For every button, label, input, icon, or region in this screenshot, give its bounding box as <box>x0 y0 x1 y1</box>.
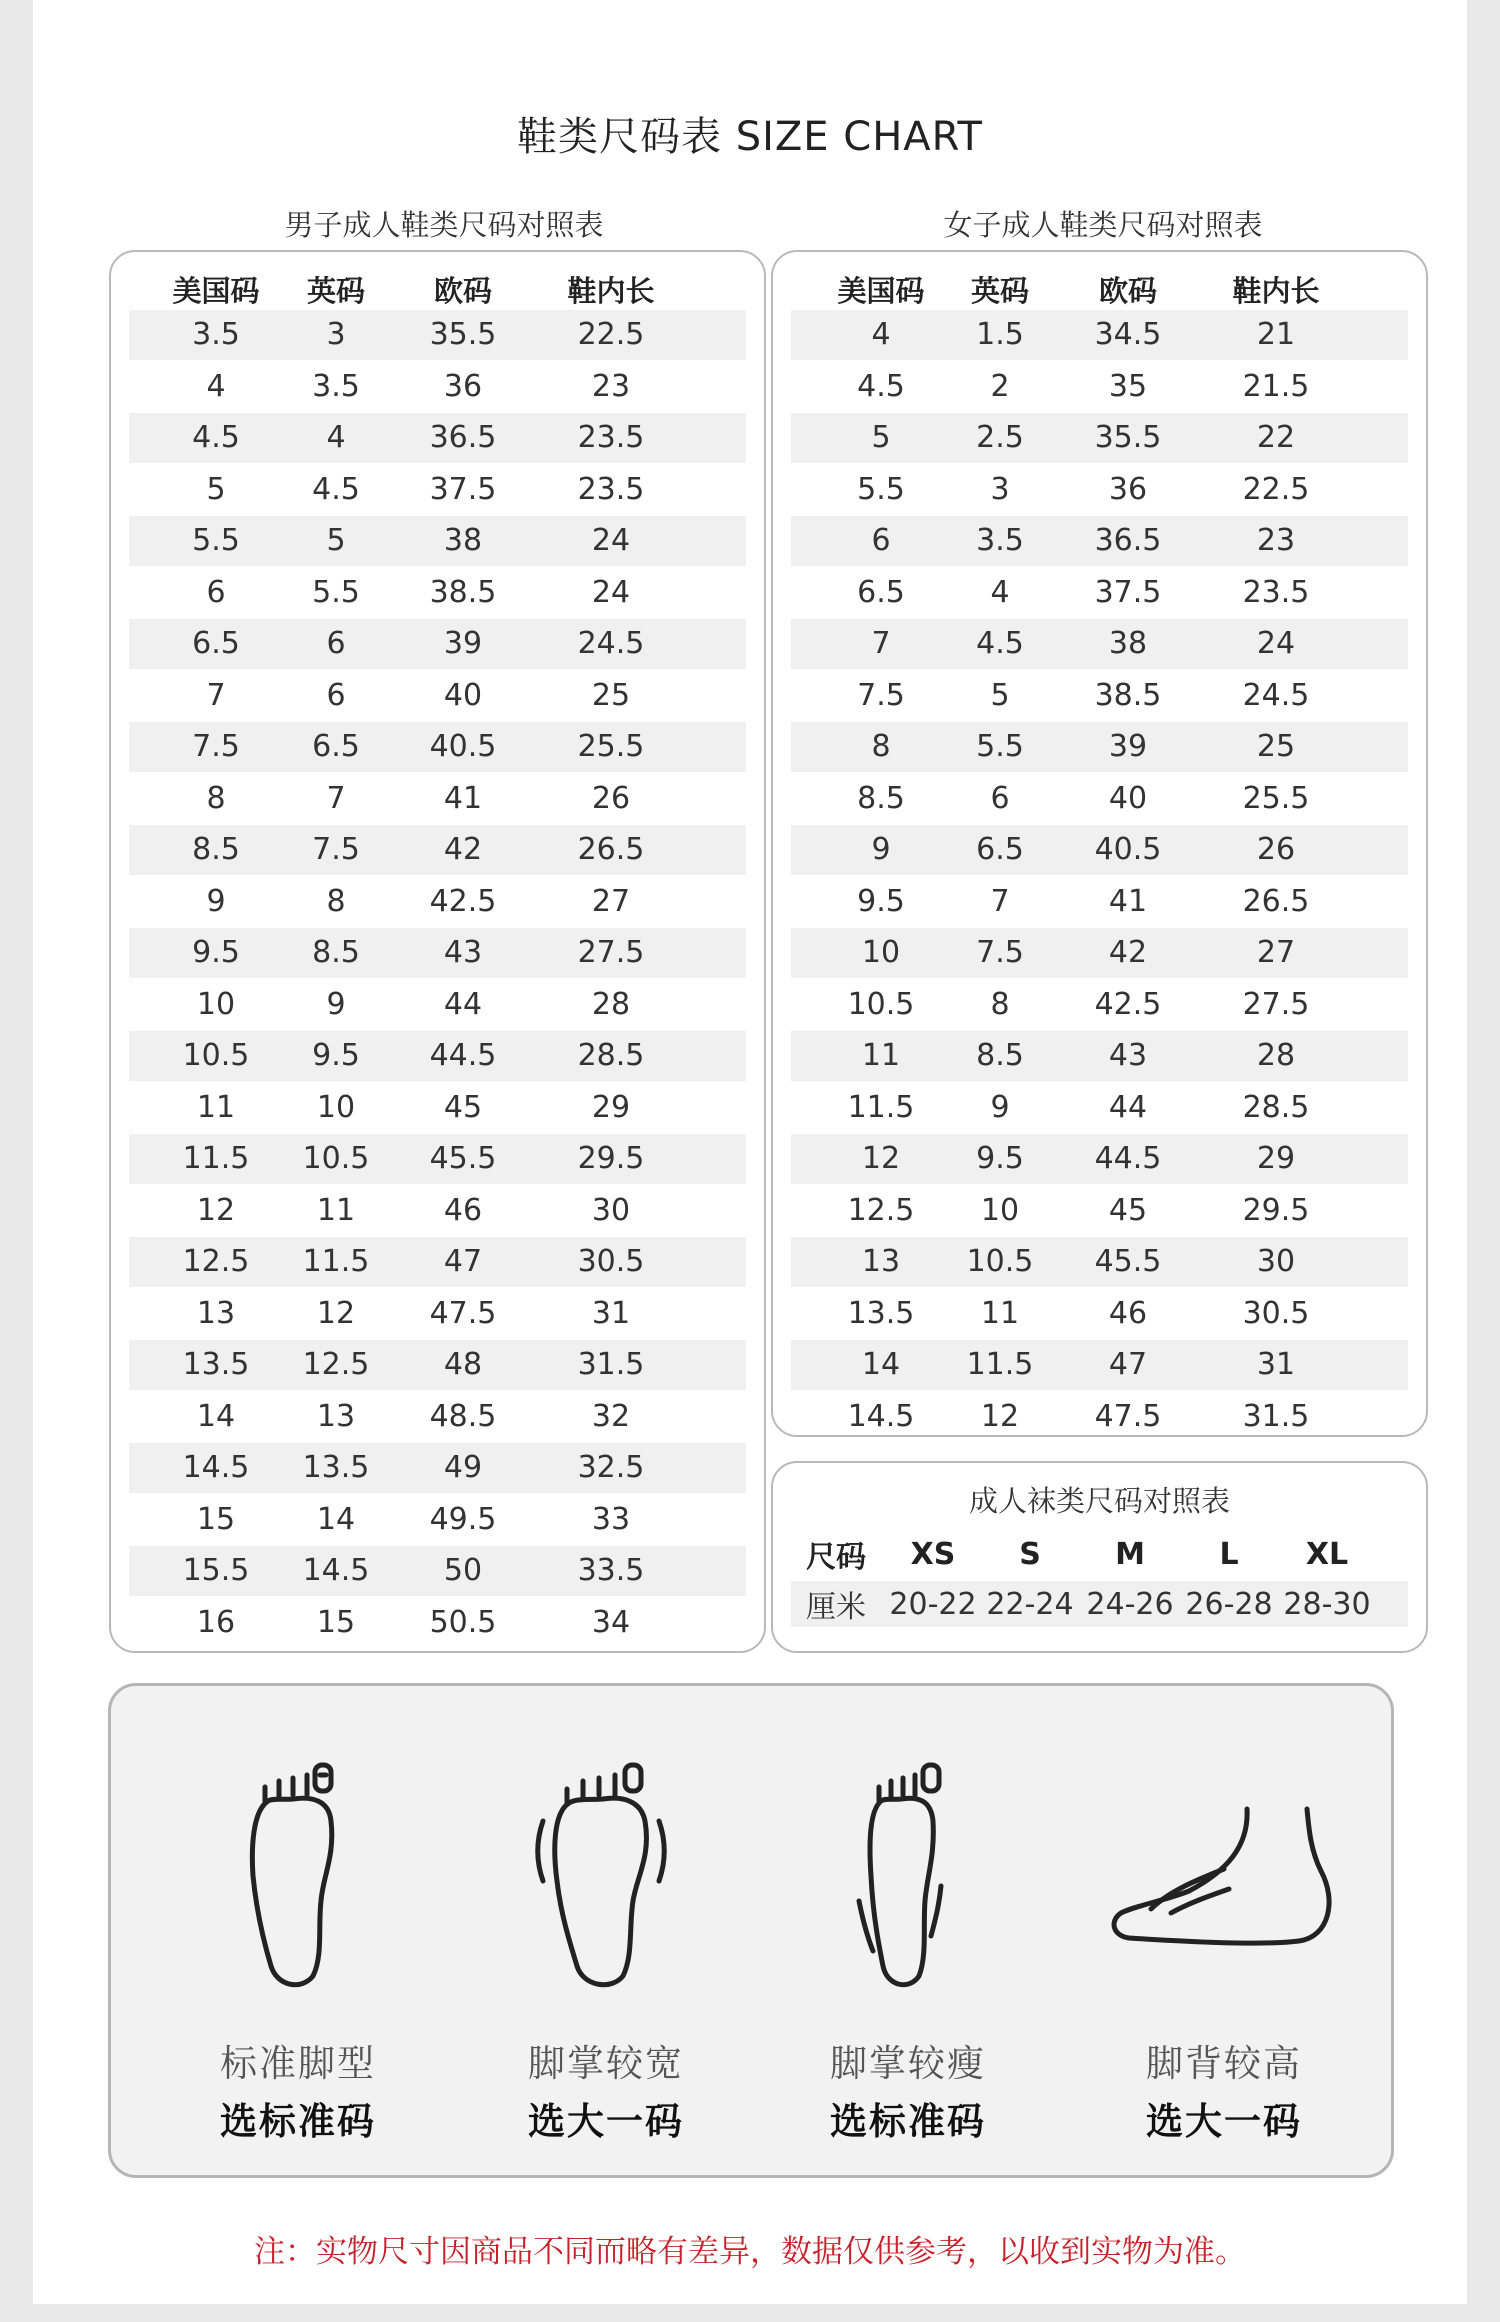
table-cell: 32.5 <box>577 1450 645 1486</box>
table-cell: 5.5 <box>312 574 360 610</box>
table-cell: 22 <box>1256 420 1296 456</box>
table-cell: 8 <box>206 780 226 816</box>
table-row <box>773 928 1426 978</box>
table-row <box>773 310 1426 360</box>
men-table-title: 男子成人鞋类尺码对照表 <box>284 208 604 242</box>
table-row <box>773 1340 1426 1390</box>
table-row <box>111 1392 764 1442</box>
table-cell: 39 <box>443 626 483 662</box>
table-cell: 28.5 <box>577 1038 645 1074</box>
table-cell: 4.5 <box>857 368 905 404</box>
socks-header-cell: 尺码 <box>806 1540 866 1575</box>
table-cell: 44.5 <box>1094 1141 1162 1177</box>
table-cell: 13.5 <box>182 1347 250 1383</box>
foot-guide-high-instep-advice: 选大一码 <box>1146 2100 1302 2143</box>
socks-table-title: 成人袜类尺码对照表 <box>968 1484 1230 1518</box>
table-cell: 26 <box>591 780 631 816</box>
table-cell: 44.5 <box>429 1038 497 1074</box>
men-table-header <box>111 264 764 316</box>
table-cell: 46 <box>443 1192 483 1228</box>
table-cell: 23 <box>1256 523 1296 559</box>
table-cell: 28-30 <box>1283 1586 1371 1622</box>
table-cell: 26.5 <box>577 832 645 868</box>
table-cell: 25.5 <box>577 729 645 765</box>
table-row <box>111 1186 764 1236</box>
table-cell: 10 <box>980 1192 1020 1228</box>
table-cell: 7.5 <box>857 677 905 713</box>
table-cell: 6 <box>206 574 226 610</box>
table-cell: 3 <box>990 471 1010 507</box>
disclaimer-note: 注：实物尺寸因商品不同而略有差异，数据仅供参考，以收到实物为准。 <box>254 2234 1246 2270</box>
table-cell: 7.5 <box>976 935 1024 971</box>
table-cell: 49 <box>443 1450 483 1486</box>
table-cell: 23.5 <box>577 420 645 456</box>
table-cell: 11 <box>196 1089 236 1125</box>
table-cell: 6 <box>326 677 346 713</box>
men-header-cell: 鞋内长 <box>567 274 655 309</box>
table-cell: 14.5 <box>182 1450 250 1486</box>
table-cell: 8 <box>990 986 1010 1022</box>
table-row <box>111 1031 764 1081</box>
foot-guide-standard-advice: 选标准码 <box>220 2100 376 2143</box>
table-cell: 6.5 <box>192 626 240 662</box>
table-cell: 25 <box>1256 729 1296 765</box>
table-cell: 6 <box>326 626 346 662</box>
table-cell: 45.5 <box>429 1141 497 1177</box>
table-cell: 49.5 <box>429 1501 497 1537</box>
table-cell: 11.5 <box>182 1141 250 1177</box>
table-cell: 33.5 <box>577 1553 645 1589</box>
table-row <box>111 362 764 412</box>
table-cell: 24 <box>591 523 631 559</box>
size-chart-page <box>33 0 1467 2304</box>
table-cell: 10 <box>316 1089 356 1125</box>
table-cell: 6.5 <box>857 574 905 610</box>
table-cell: 7.5 <box>192 729 240 765</box>
table-row <box>111 1598 764 1648</box>
table-cell: 10.5 <box>182 1038 250 1074</box>
table-cell: 5 <box>871 420 891 456</box>
table-cell: 12.5 <box>847 1192 915 1228</box>
table-row <box>773 1237 1426 1287</box>
table-cell: 6 <box>990 780 1010 816</box>
foot-guide-wide-desc: 脚掌较宽 <box>528 2042 684 2085</box>
table-cell: 29.5 <box>1242 1192 1310 1228</box>
table-cell: 11.5 <box>966 1347 1034 1383</box>
table-cell: 14 <box>196 1398 236 1434</box>
table-cell: 24.5 <box>1242 677 1310 713</box>
narrow-foot-icon <box>783 1751 1033 2001</box>
table-cell: 27 <box>1256 935 1296 971</box>
table-cell: 6.5 <box>976 832 1024 868</box>
table-row <box>111 310 764 360</box>
table-row <box>773 1289 1426 1339</box>
table-cell: 29 <box>591 1089 631 1125</box>
table-cell: 23 <box>591 368 631 404</box>
women-header-cell: 英码 <box>970 274 1029 309</box>
table-cell: 7 <box>206 677 226 713</box>
table-cell: 7 <box>871 626 891 662</box>
foot-guide-narrow <box>783 1686 1033 2175</box>
table-cell: 7 <box>990 883 1010 919</box>
table-cell: 38 <box>1108 626 1148 662</box>
page-title: 鞋类尺码表 SIZE CHART <box>517 114 983 160</box>
table-cell: 32 <box>591 1398 631 1434</box>
table-cell: 40.5 <box>1094 832 1162 868</box>
table-cell: 4.5 <box>976 626 1024 662</box>
table-row <box>111 671 764 721</box>
high-instep-foot-icon <box>1099 1751 1349 2001</box>
women-table-title: 女子成人鞋类尺码对照表 <box>943 208 1263 242</box>
table-cell: 47.5 <box>1094 1398 1162 1434</box>
table-row <box>111 1443 764 1493</box>
table-cell: 48 <box>443 1347 483 1383</box>
table-cell: 35.5 <box>429 317 497 353</box>
table-cell: 8 <box>871 729 891 765</box>
table-cell: 14 <box>316 1501 356 1537</box>
men-size-table <box>109 250 766 1653</box>
table-cell: 11 <box>316 1192 356 1228</box>
table-cell: 42.5 <box>429 883 497 919</box>
table-row <box>111 465 764 515</box>
table-cell: 38.5 <box>429 574 497 610</box>
table-row <box>773 1581 1426 1627</box>
table-cell: 44 <box>443 986 483 1022</box>
table-cell: 48.5 <box>429 1398 497 1434</box>
table-cell: 13 <box>196 1295 236 1331</box>
table-cell: 27 <box>591 883 631 919</box>
table-row <box>111 568 764 618</box>
table-row <box>773 362 1426 412</box>
table-row <box>111 1134 764 1184</box>
table-cell: 9.5 <box>976 1141 1024 1177</box>
table-cell: 22.5 <box>1242 471 1310 507</box>
table-cell: 3.5 <box>976 523 1024 559</box>
table-cell: 13 <box>861 1244 901 1280</box>
table-cell: 厘米 <box>806 1590 866 1625</box>
foot-guide-high-instep-desc: 脚背较高 <box>1146 2042 1302 2085</box>
table-row <box>111 516 764 566</box>
foot-type-guide <box>108 1683 1394 2178</box>
table-cell: 1.5 <box>976 317 1024 353</box>
table-cell: 45 <box>1108 1192 1148 1228</box>
table-cell: 40 <box>1108 780 1148 816</box>
table-row <box>773 722 1426 772</box>
foot-guide-standard-desc: 标准脚型 <box>220 2042 376 2085</box>
table-cell: 10.5 <box>847 986 915 1022</box>
table-cell: 4.5 <box>312 471 360 507</box>
table-cell: 12.5 <box>302 1347 370 1383</box>
table-cell: 5.5 <box>192 523 240 559</box>
men-header-cell: 欧码 <box>433 274 492 309</box>
table-cell: 38.5 <box>1094 677 1162 713</box>
table-cell: 34.5 <box>1094 317 1162 353</box>
table-cell: 5 <box>326 523 346 559</box>
table-cell: 6.5 <box>312 729 360 765</box>
table-cell: 9.5 <box>857 883 905 919</box>
table-cell: 2 <box>990 368 1010 404</box>
table-cell: 36.5 <box>429 420 497 456</box>
table-row <box>111 980 764 1030</box>
table-row <box>111 1083 764 1133</box>
table-cell: 24.5 <box>577 626 645 662</box>
table-row <box>773 413 1426 463</box>
table-cell: 41 <box>1108 883 1148 919</box>
women-header-cell: 欧码 <box>1098 274 1157 309</box>
table-cell: 11 <box>861 1038 901 1074</box>
table-cell: 5 <box>990 677 1010 713</box>
socks-header-cell: M <box>1115 1536 1145 1572</box>
standard-foot-icon <box>173 1751 423 2001</box>
table-cell: 12.5 <box>182 1244 250 1280</box>
table-cell: 23.5 <box>577 471 645 507</box>
table-cell: 35 <box>1108 368 1148 404</box>
table-cell: 9 <box>990 1089 1010 1125</box>
table-cell: 27.5 <box>577 935 645 971</box>
table-cell: 31 <box>1256 1347 1296 1383</box>
table-cell: 5 <box>206 471 226 507</box>
table-cell: 45 <box>443 1089 483 1125</box>
socks-size-table <box>771 1461 1428 1653</box>
foot-guide-standard <box>173 1686 423 2175</box>
table-cell: 7 <box>326 780 346 816</box>
table-cell: 5.5 <box>857 471 905 507</box>
table-cell: 4.5 <box>192 420 240 456</box>
table-cell: 11 <box>980 1295 1020 1331</box>
table-cell: 33 <box>591 1501 631 1537</box>
table-cell: 31.5 <box>577 1347 645 1383</box>
table-row <box>111 1495 764 1545</box>
table-cell: 14 <box>861 1347 901 1383</box>
table-cell: 42.5 <box>1094 986 1162 1022</box>
table-cell: 26.5 <box>1242 883 1310 919</box>
table-row <box>773 568 1426 618</box>
table-row <box>773 980 1426 1030</box>
table-row <box>111 825 764 875</box>
women-header-cell: 美国码 <box>837 274 925 309</box>
table-cell: 8.5 <box>857 780 905 816</box>
table-cell: 44 <box>1108 1089 1148 1125</box>
table-cell: 36.5 <box>1094 523 1162 559</box>
socks-header-cell: XL <box>1305 1536 1349 1572</box>
table-cell: 8 <box>326 883 346 919</box>
table-cell: 29 <box>1256 1141 1296 1177</box>
table-row <box>111 928 764 978</box>
table-cell: 9.5 <box>312 1038 360 1074</box>
table-cell: 40 <box>443 677 483 713</box>
foot-guide-wide-advice: 选大一码 <box>528 2100 684 2143</box>
table-cell: 4 <box>326 420 346 456</box>
table-cell: 15 <box>316 1604 356 1640</box>
table-cell: 27.5 <box>1242 986 1310 1022</box>
table-cell: 20-22 <box>889 1586 977 1622</box>
table-cell: 30.5 <box>1242 1295 1310 1331</box>
table-cell: 6 <box>871 523 891 559</box>
table-cell: 47.5 <box>429 1295 497 1331</box>
table-row <box>773 1186 1426 1236</box>
table-cell: 4 <box>871 317 891 353</box>
table-row <box>111 722 764 772</box>
table-cell: 2.5 <box>976 420 1024 456</box>
table-cell: 25.5 <box>1242 780 1310 816</box>
table-cell: 47 <box>1108 1347 1148 1383</box>
table-cell: 9.5 <box>192 935 240 971</box>
table-cell: 12 <box>196 1192 236 1228</box>
foot-guide-wide <box>481 1686 731 2175</box>
socks-header-cell: S <box>1019 1536 1041 1572</box>
table-row <box>773 671 1426 721</box>
wide-foot-icon <box>481 1751 731 2001</box>
table-row <box>773 1134 1426 1184</box>
table-cell: 28.5 <box>1242 1089 1310 1125</box>
table-cell: 42 <box>1108 935 1148 971</box>
table-cell: 15 <box>196 1501 236 1537</box>
table-cell: 11.5 <box>847 1089 915 1125</box>
table-cell: 14.5 <box>847 1398 915 1434</box>
table-cell: 10 <box>196 986 236 1022</box>
table-cell: 3 <box>326 317 346 353</box>
table-row <box>111 1237 764 1287</box>
table-cell: 34 <box>591 1604 631 1640</box>
table-cell: 13 <box>316 1398 356 1434</box>
table-cell: 26-28 <box>1185 1586 1273 1622</box>
table-row <box>773 465 1426 515</box>
table-cell: 8.5 <box>192 832 240 868</box>
table-cell: 35.5 <box>1094 420 1162 456</box>
table-cell: 36 <box>443 368 483 404</box>
table-row <box>111 413 764 463</box>
table-cell: 14.5 <box>302 1553 370 1589</box>
table-cell: 50.5 <box>429 1604 497 1640</box>
table-cell: 43 <box>443 935 483 971</box>
table-cell: 25 <box>591 677 631 713</box>
table-row <box>773 825 1426 875</box>
men-header-cell: 英码 <box>306 274 365 309</box>
table-cell: 16 <box>196 1604 236 1640</box>
table-cell: 46 <box>1108 1295 1148 1331</box>
foot-guide-narrow-desc: 脚掌较瘦 <box>830 2042 986 2085</box>
table-cell: 28 <box>1256 1038 1296 1074</box>
table-cell: 4 <box>990 574 1010 610</box>
table-cell: 40.5 <box>429 729 497 765</box>
table-cell: 5.5 <box>976 729 1024 765</box>
table-cell: 12 <box>316 1295 356 1331</box>
table-cell: 24 <box>591 574 631 610</box>
table-cell: 30.5 <box>577 1244 645 1280</box>
table-cell: 31 <box>591 1295 631 1331</box>
men-header-cell: 美国码 <box>172 274 260 309</box>
socks-header-cell: L <box>1219 1536 1239 1572</box>
socks-header-cell: XS <box>910 1536 956 1572</box>
table-cell: 12 <box>980 1398 1020 1434</box>
table-row <box>773 516 1426 566</box>
table-cell: 39 <box>1108 729 1148 765</box>
table-row <box>111 1340 764 1390</box>
table-cell: 21 <box>1256 317 1296 353</box>
table-cell: 9 <box>871 832 891 868</box>
foot-guide-narrow-advice: 选标准码 <box>830 2100 986 2143</box>
table-cell: 24-26 <box>1086 1586 1174 1622</box>
table-cell: 24 <box>1256 626 1296 662</box>
table-cell: 37.5 <box>429 471 497 507</box>
women-header-cell: 鞋内长 <box>1232 274 1320 309</box>
table-row <box>773 774 1426 824</box>
table-cell: 15.5 <box>182 1553 250 1589</box>
table-cell: 26 <box>1256 832 1296 868</box>
table-cell: 23.5 <box>1242 574 1310 610</box>
table-cell: 12 <box>861 1141 901 1177</box>
table-cell: 7.5 <box>312 832 360 868</box>
table-cell: 42 <box>443 832 483 868</box>
table-cell: 30 <box>1256 1244 1296 1280</box>
table-cell: 43 <box>1108 1038 1148 1074</box>
table-cell: 11.5 <box>302 1244 370 1280</box>
table-cell: 38 <box>443 523 483 559</box>
table-cell: 9 <box>206 883 226 919</box>
table-row <box>111 1546 764 1596</box>
table-row <box>111 774 764 824</box>
table-cell: 21.5 <box>1242 368 1310 404</box>
socks-table-header <box>773 1531 1426 1577</box>
table-row <box>111 619 764 669</box>
table-cell: 13.5 <box>302 1450 370 1486</box>
table-row <box>773 1392 1426 1442</box>
table-cell: 8.5 <box>312 935 360 971</box>
table-row <box>111 1289 764 1339</box>
table-cell: 10.5 <box>302 1141 370 1177</box>
table-cell: 28 <box>591 986 631 1022</box>
table-cell: 13.5 <box>847 1295 915 1331</box>
table-row <box>773 1083 1426 1133</box>
table-cell: 3.5 <box>192 317 240 353</box>
table-row <box>773 877 1426 927</box>
table-cell: 22.5 <box>577 317 645 353</box>
table-cell: 10 <box>861 935 901 971</box>
table-row <box>773 619 1426 669</box>
table-cell: 50 <box>443 1553 483 1589</box>
table-row <box>111 877 764 927</box>
table-cell: 37.5 <box>1094 574 1162 610</box>
table-cell: 45.5 <box>1094 1244 1162 1280</box>
table-cell: 10.5 <box>966 1244 1034 1280</box>
table-cell: 30 <box>591 1192 631 1228</box>
table-cell: 31.5 <box>1242 1398 1310 1434</box>
table-cell: 8.5 <box>976 1038 1024 1074</box>
table-cell: 41 <box>443 780 483 816</box>
women-table-header <box>773 264 1426 316</box>
table-cell: 4 <box>206 368 226 404</box>
table-row <box>773 1031 1426 1081</box>
women-size-table <box>771 250 1428 1437</box>
table-cell: 9 <box>326 986 346 1022</box>
table-cell: 3.5 <box>312 368 360 404</box>
table-cell: 22-24 <box>986 1586 1074 1622</box>
table-cell: 47 <box>443 1244 483 1280</box>
table-cell: 29.5 <box>577 1141 645 1177</box>
table-cell: 36 <box>1108 471 1148 507</box>
foot-guide-high-instep <box>1099 1686 1349 2175</box>
